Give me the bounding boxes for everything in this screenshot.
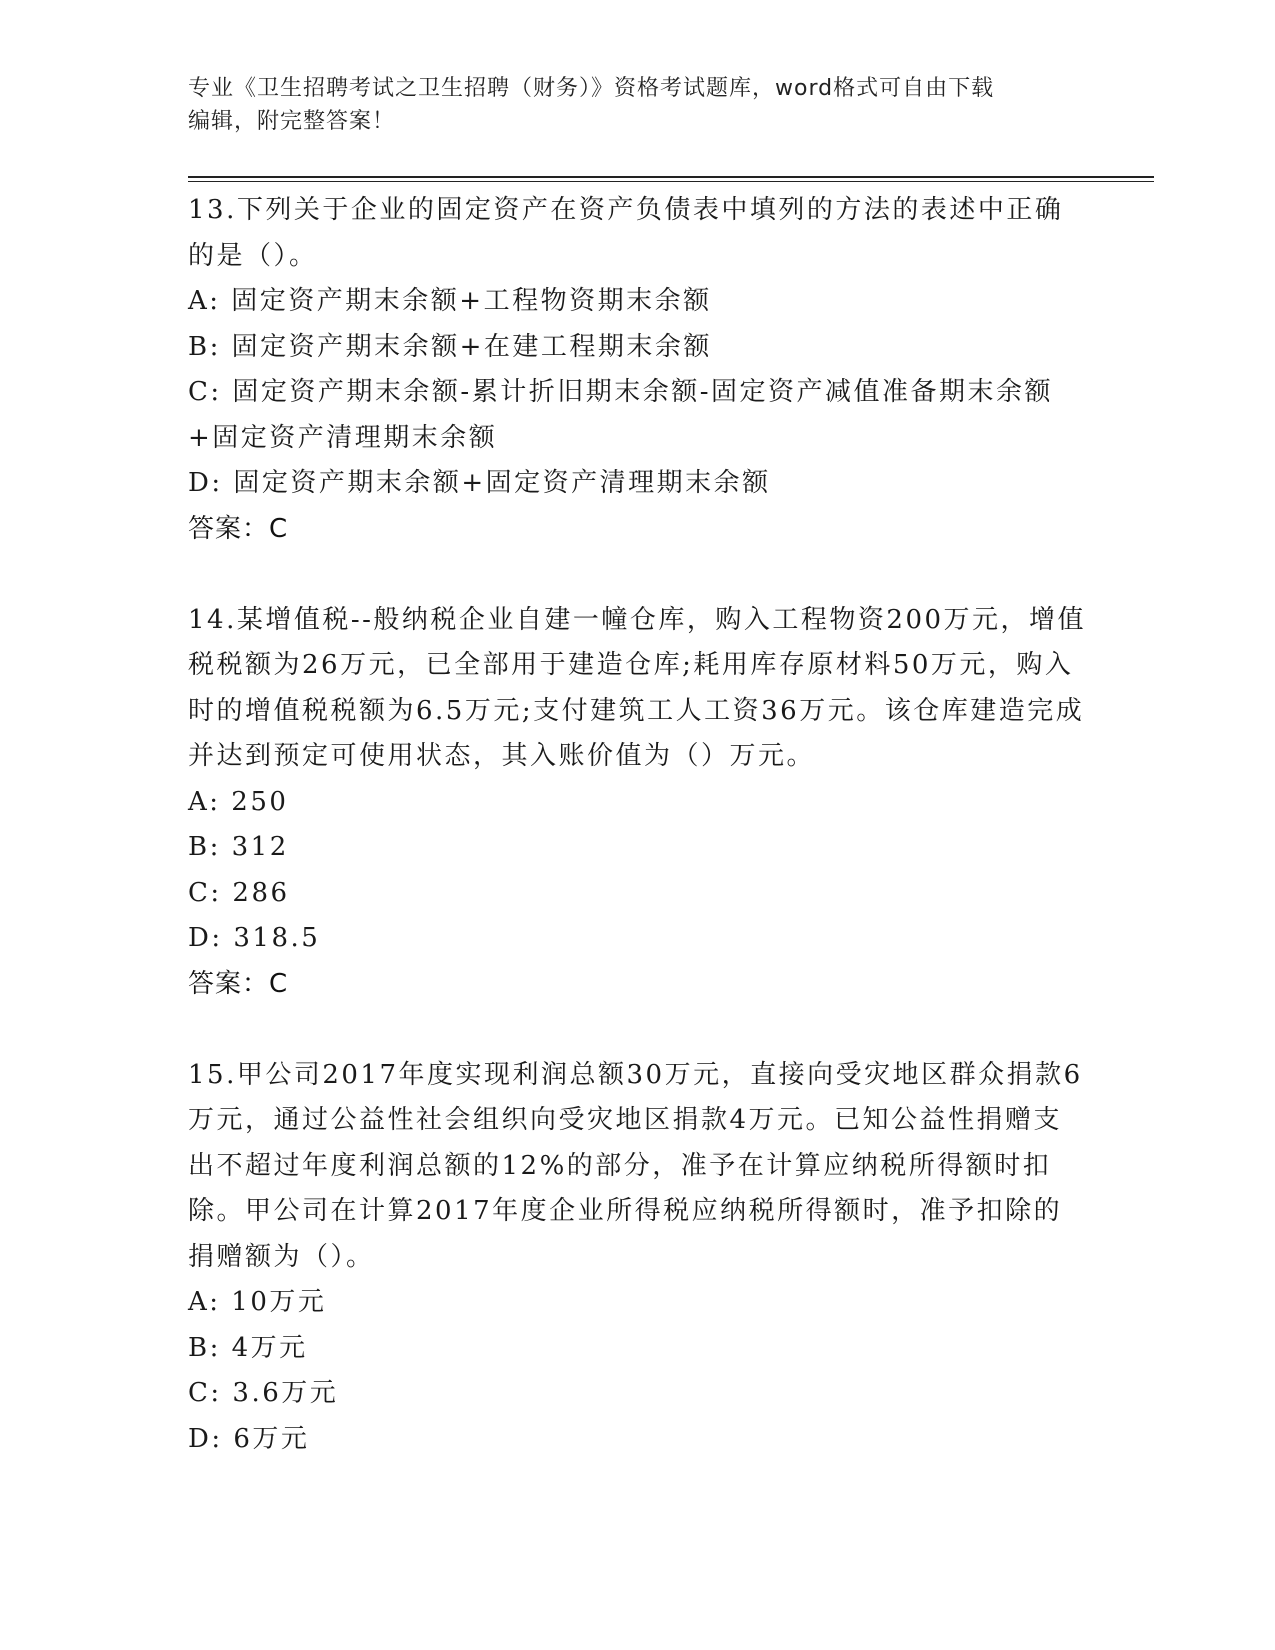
- question-text: 15.甲公司2017年度实现利润总额30万元，直接向受灾地区群众捐款6万元，通过公益性社会组织向受灾地区捐款4万元。已知公益性捐赠支出不超过年度利润总额的12%的部分，准予在计算应纳税所得额时扣除。甲公司在计算2017年度企业所得税应纳税所得额时，准予扣除的捐赠额为（）。: [188, 1059, 1083, 1272]
- question-13: [188, 188, 1088, 552]
- question-text: 13.下列关于企业的固定资产在资产负债表中填列的方法的表述中正确的是（）。: [188, 195, 1064, 271]
- option-d: D: 6万元: [188, 1423, 310, 1454]
- header-line-1: 专业《卫生招聘考试之卫生招聘（财务）》资格考试题库，word格式可自由下载: [188, 76, 995, 101]
- option-a: A: 10万元: [188, 1287, 327, 1317]
- question-15: [188, 1053, 1088, 1463]
- header-rule-thin: [188, 181, 1154, 182]
- option-c: C: 3.6万元: [188, 1378, 339, 1408]
- question-list: [188, 188, 1088, 1462]
- option-a: A: 固定资产期末余额+工程物资期末余额: [188, 286, 712, 316]
- question-text: 14.某增值税--般纳税企业自建一幢仓库，购入工程物资200万元，增值税税额为26万元，已全部用于建造仓库;耗用库存原材料50万元，购入时的增值税税额为6.5万元;支付建筑工人工资36万元。该仓库建造完成并达到预定可使用状态，其入账价值为（）万元。: [188, 604, 1087, 771]
- answer-label: 答案：C: [188, 513, 289, 544]
- option-c: C: 286: [188, 877, 290, 908]
- option-a: A: 250: [188, 786, 289, 817]
- document-header: [188, 72, 1088, 138]
- question-spacer: [188, 552, 1088, 598]
- answer-label: 答案：C: [188, 968, 289, 999]
- header-rule-thick: [188, 176, 1154, 178]
- option-d: D: 固定资产期末余额+固定资产清理期末余额: [188, 468, 771, 498]
- option-d: D: 318.5: [188, 923, 321, 953]
- option-b: B: 4万元: [188, 1332, 308, 1363]
- option-c: C: 固定资产期末余额-累计折旧期末余额-固定资产减值准备期末余额+固定资产清理期末余额: [188, 377, 1053, 453]
- option-b: B: 312: [188, 832, 289, 862]
- option-b: B: 固定资产期末余额+在建工程期末余额: [188, 331, 712, 362]
- question-spacer: [188, 1007, 1088, 1053]
- header-line-2: 编辑，附完整答案！: [188, 109, 396, 134]
- question-14: [188, 598, 1088, 1008]
